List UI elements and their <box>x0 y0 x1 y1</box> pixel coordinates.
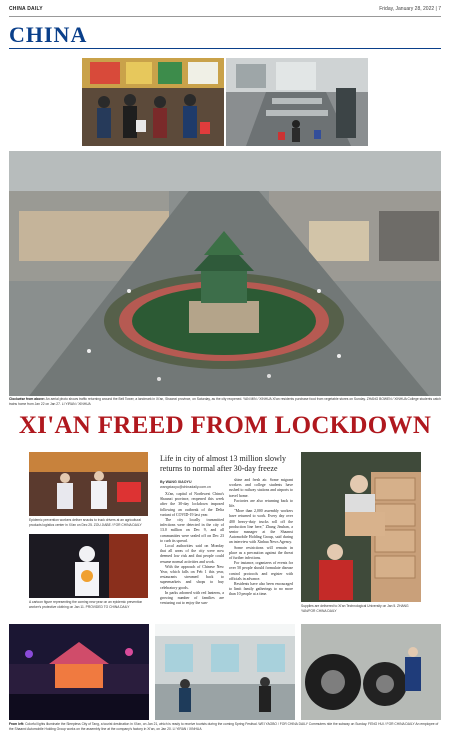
byline-email: wangxiaoyu@chinadaily.com.cn <box>160 485 211 489</box>
bottom-caption <box>9 722 441 736</box>
byline-author: By WANG XIAOYU <box>160 480 192 484</box>
article-paragraph: In parks adorned with red lanterns, a growing number of families are venturing out to enjoy the sun- <box>160 590 224 606</box>
cartoon-tiger-icon <box>29 534 148 598</box>
article-column-1 <box>160 492 224 618</box>
article-paragraph: Xi'an, capital of Northwest China's Shaanxi province, reopened this week after the 30-day lockdown imposed following an outbreak of the Delta variant of COVID-19 last year. <box>160 492 224 517</box>
grocery-photo <box>82 58 224 146</box>
right-top-caption: Supplies are delivered to Xi'an Technological University on Jan 5. ZHANG YAN/FOR CHINA DAILY <box>301 604 409 613</box>
article-paragraph: Residents have also been encouraged to limit family gatherings to no more than 10 people at a time. <box>229 582 293 597</box>
assembly-line-photo <box>301 624 441 720</box>
article-paragraph: Factories are also returning back to life. <box>229 498 293 509</box>
headline: XI'AN FREED FROM LOCKDOWN <box>18 412 432 439</box>
article-paragraph: For instance, organizers of events for over 50 people should formulate disease control protocols and register with officials in advance. <box>229 561 293 581</box>
article-paragraph: Some restrictions will remain in place as a precaution against the threat of further infections. <box>229 545 293 561</box>
subway-photo <box>155 624 295 720</box>
main-caption <box>9 397 441 407</box>
section-title: CHINA <box>9 22 88 47</box>
supply-boxes-icon <box>301 452 421 602</box>
shopping-bags-icon <box>82 58 224 146</box>
article-paragraph: shine and fresh air. Some migrant workers and college students have rushed to railway stations and airports to travel home. <box>229 478 293 498</box>
main-caption-text: An aerial photo shows traffic returning around the Bell Tower, a landmark in Xi'an, Shaanxi province, on Saturday, as the city reopened. YAN MIN / XINHUA Xi'an residents purchase food from vegetable stores on Sunday. ZHANG BOWEN / XINHUA College students catch trains home from Jan 22 on Jan 27. LI YIRAN / XINHUA <box>9 397 441 406</box>
article-paragraph: With the approach of Chinese New Year, which falls on Feb 1 this year, restaurants streamed back to supermarkets and shops to buy celebratory goods. <box>160 564 224 590</box>
article-paragraph: "More than 2,000 assembly workers have returned to work. Every day over 400 heavy-duty trucks roll off the production line here," Zhang Jinshan, a senior manager at the Shaanxi Automobile Holding Group, said during an interview with Xinhua News Agency. <box>229 509 293 545</box>
bottom-caption-label: From left: <box>9 722 25 726</box>
truck-drivers-photo <box>29 452 148 516</box>
masthead-section: CHINA DAILY <box>9 6 43 12</box>
railway-station-icon <box>226 58 368 146</box>
bell-tower-aerial-photo <box>9 151 441 396</box>
supplies-delivery-photo <box>301 452 421 602</box>
masthead-date-page: Friday, January 28, 2022 | 7 <box>379 6 441 12</box>
main-caption-label: Clockwise from above: <box>9 397 45 401</box>
sleepless-city-photo <box>9 624 149 720</box>
bell-tower-aerial-icon <box>9 151 441 396</box>
truck-tires-icon <box>301 624 441 720</box>
section-rule <box>9 48 441 49</box>
cartoon-figure-photo <box>29 534 148 598</box>
bottom-caption-text: Colorful lights illuminate the Sleepless City of Tang, a tourist destination in Xi'an, on Jan 21, which is ready to receive tourists during the coming Spring Festival. WEI YAOBO / FOR CHINA DAILY Commuters ride the subway on Sunday. FENG HUI / FOR CHINA DAILY An employee of the Shaanxi Automobile Holding Group works on the assembly line at the company's factory in Xi'an, on Jan 20. LI YIRAN / XINHUA <box>9 722 439 731</box>
delivery-workers-icon <box>29 452 148 516</box>
article-paragraph: Local authorities said on Monday that all areas of the city were now deemed low risk and that people could resume normal activities and work. <box>160 544 224 564</box>
top-rule <box>9 16 441 17</box>
article-paragraph: The city locally transmitted infections were detected in the city of 13.0 million on Dec 9, and all communities were sealed off on Dec 23 to curb its spread. <box>160 518 224 543</box>
byline <box>160 480 220 490</box>
left-top-caption: Epidemic prevention workers deliver snacks to truck drivers at an agricultural products logistics center in Xi'an on Dec 25. ZOU JIABE / FOR CHINA DAILY <box>29 518 142 527</box>
left-mid-caption: A cartoon figure representing the coming new year on an epidemic prevention worker's protective clothing on Jan 11. PROVIDED TO CHINA DAILY <box>29 600 143 609</box>
deck: Life in city of almost 13 million slowly returns to normal after 30-day freeze <box>160 454 286 473</box>
night-lights-icon <box>9 624 149 720</box>
subway-car-icon <box>155 624 295 720</box>
article-column-2 <box>229 478 293 618</box>
railway-station-photo <box>226 58 368 146</box>
